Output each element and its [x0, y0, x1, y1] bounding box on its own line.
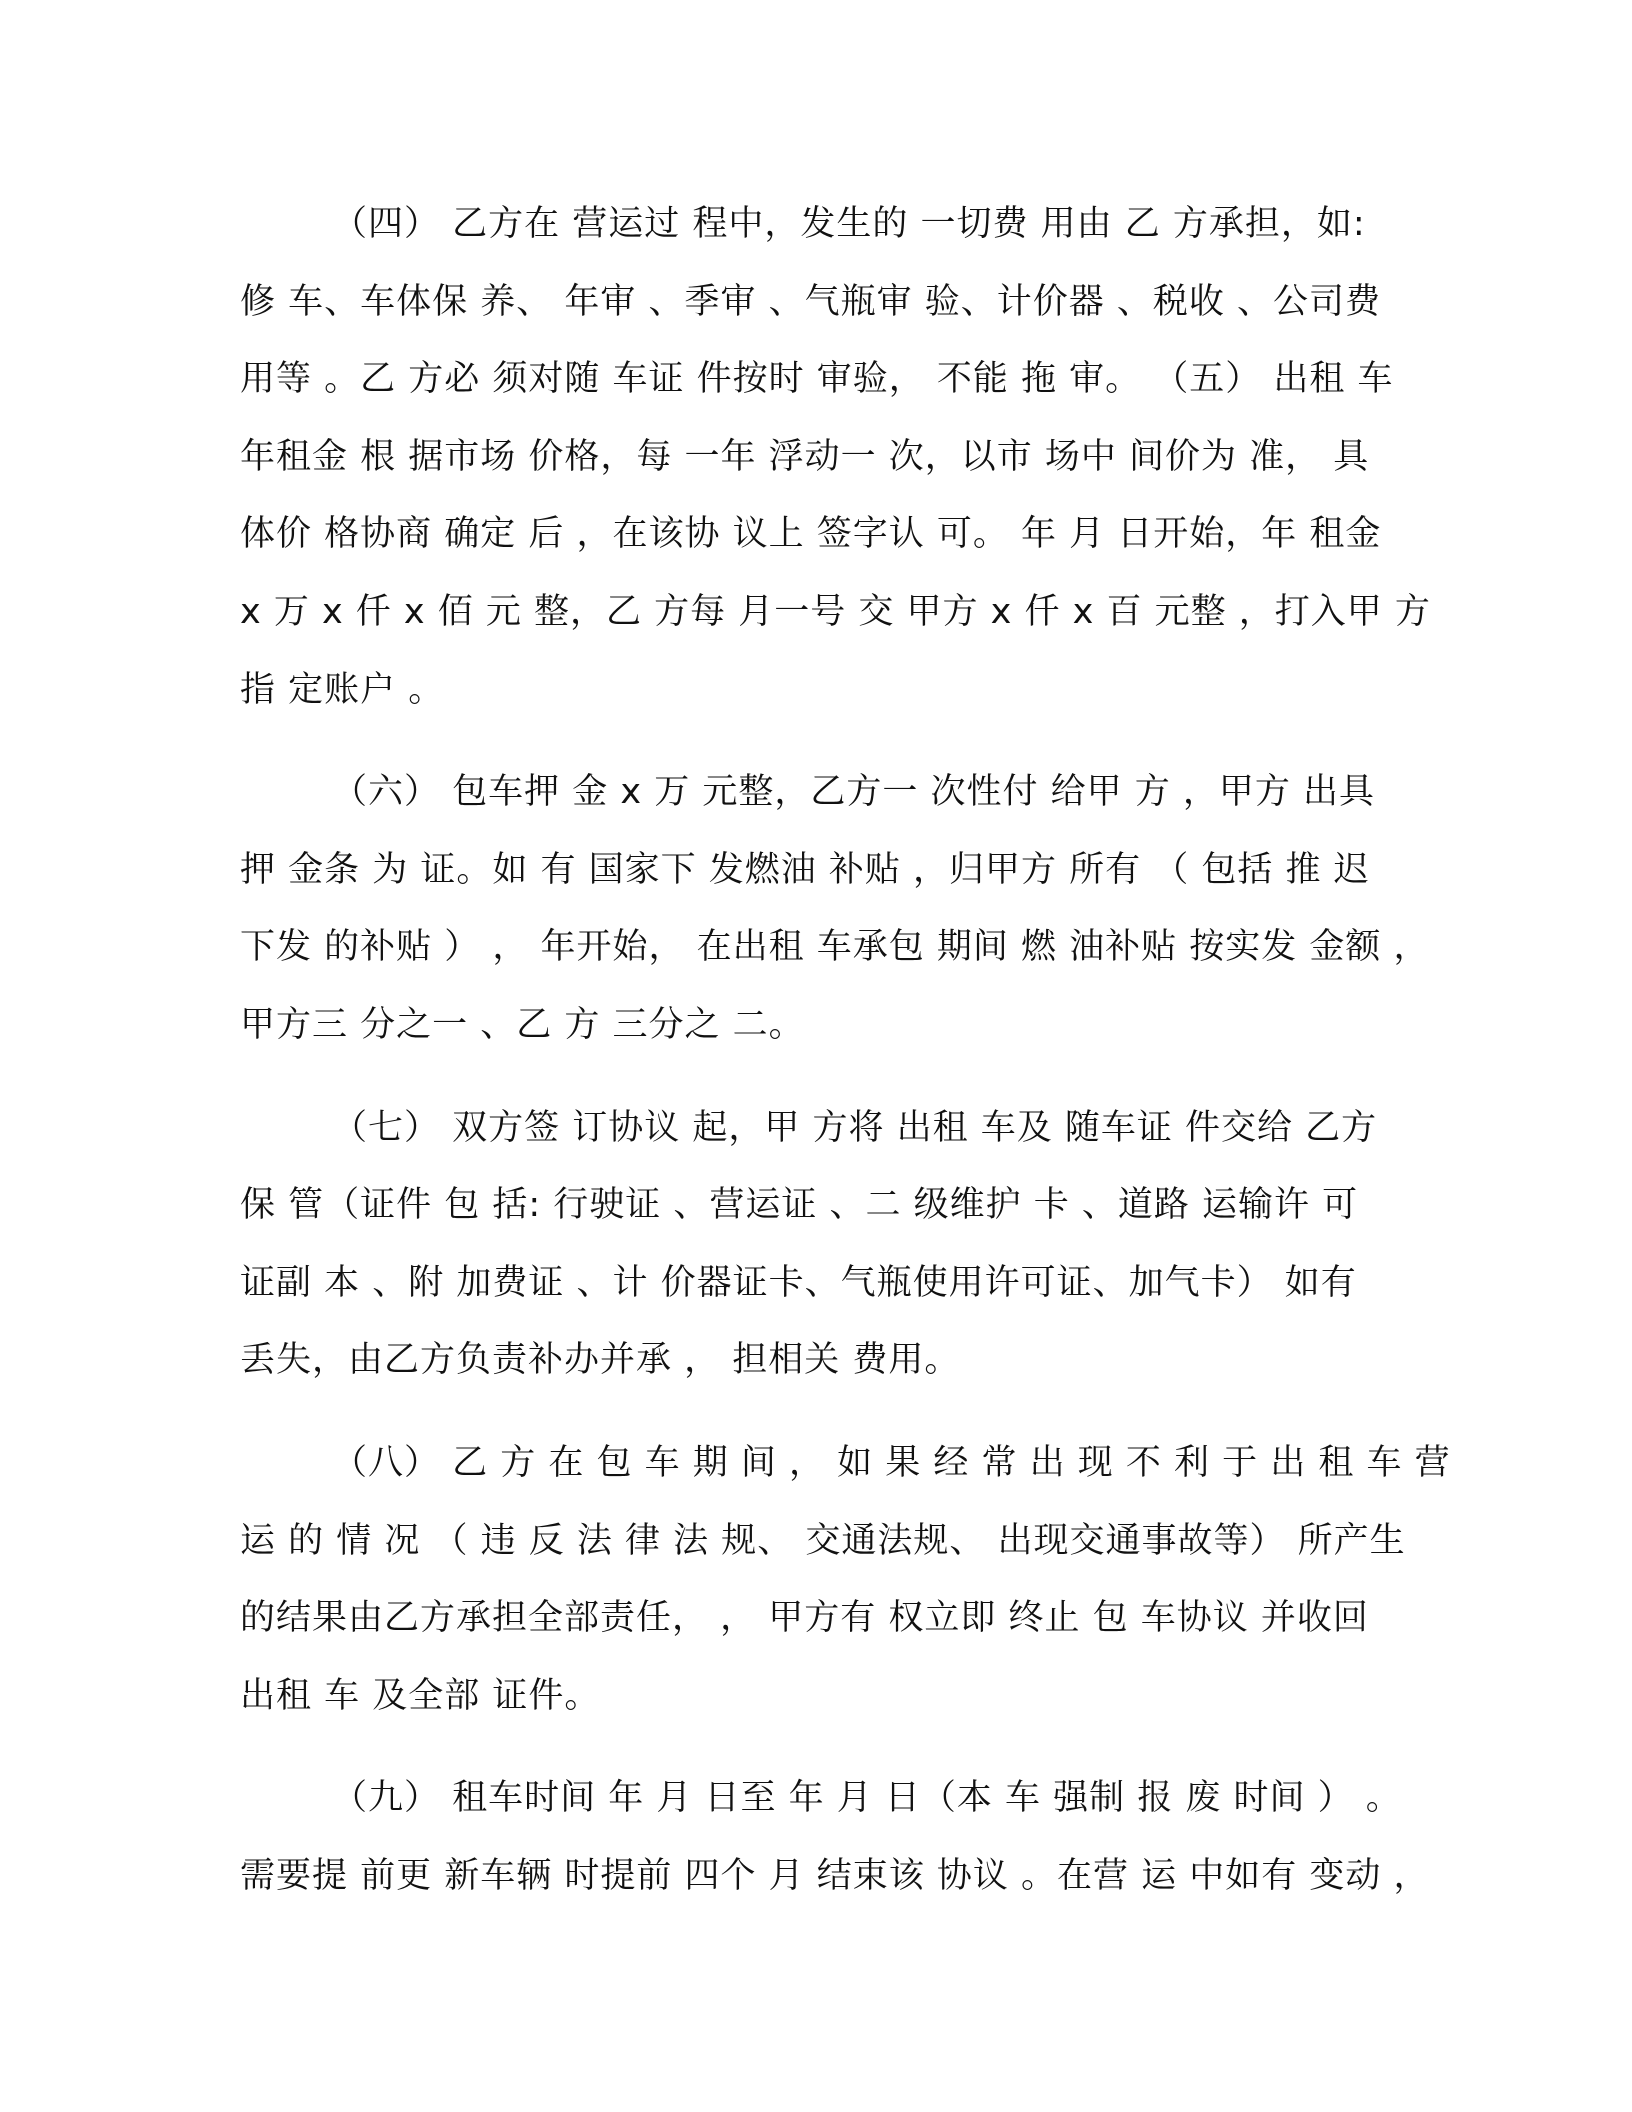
clause-9: [240, 1760, 1430, 1915]
text-line: 保 管（证件 包 括: 行驶证 、营运证 、二 级维护 卡 、道路 运输许 可: [240, 1185, 1359, 1226]
clause-6: [240, 754, 1430, 1064]
text-line: 需要提 前更 新车辆 时提前 四个 月 结束该 协议 。在营 运 中如有 变动 ，: [240, 1855, 1430, 1896]
text-line: x 万 x 仟 x 佰 元 整，乙 方每 月一号 交 甲方 x 仟 x 百 元整 ，打入甲 方: [240, 591, 1431, 632]
text-line: 丢失，由乙方负责补办并承 ， 担相关 费用。: [240, 1340, 961, 1381]
text-line: 证副 本 、附 加费证 、计 价器证卡、气瓶使用许可证、加气卡） 如有: [240, 1262, 1357, 1303]
text-line: （九） 租车时间 年 月 日至 年 月 日（本 车 强制 报 废 时间 ） 。: [332, 1778, 1402, 1819]
text-line: 运 的 情 况 （ 违 反 法 律 法 规、 交通法规、 出现交通事故等） 所产生: [240, 1520, 1406, 1561]
clause-7: [240, 1090, 1410, 1400]
text-line: 用等 。乙 方必 须对随 车证 件按时 审验， 不能 拖 审。 （五） 出租 车: [240, 359, 1394, 400]
text-line: 押 金条 为 证。如 有 国家下 发燃油 补贴 ，归甲方 所有 （ 包括 推 迟: [240, 849, 1370, 890]
text-line: 指 定账户 。: [240, 669, 445, 710]
text-line: 出租 车 及全部 证件。: [240, 1675, 601, 1716]
text-line: （六） 包车押 金 x 万 元整，乙方一 次性付 给甲 方 ，甲方 出具: [332, 772, 1375, 813]
clause-4-5: [240, 186, 1431, 729]
text-line: （八） 乙 方 在 包 车 期 间 ， 如 果 经 常 出 现 不 利 于 出 租 车 营: [332, 1442, 1451, 1483]
text-line: （七） 双方签 订协议 起，甲 方将 出租 车及 随车证 件交给 乙方: [332, 1107, 1378, 1148]
document-body: [240, 186, 1451, 1940]
text-line: 体价 格协商 确定 后 ，在该协 议上 签字认 可。 年 月 日开始，年 租金: [240, 514, 1382, 555]
text-line: 年租金 根 据市场 价格，每 一年 浮动一 次，以市 场中 间价为 准， 具: [240, 436, 1370, 477]
text-line: 甲方三 分之一 、乙 方 三分之 二。: [240, 1004, 805, 1045]
clause-8: [240, 1425, 1451, 1735]
text-line: 的结果由乙方承担全部责任， ， 甲方有 权立即 终止 包 车协议 并收回: [240, 1598, 1369, 1639]
text-line: 下发 的补贴 ） ， 年开始， 在出租 车承包 期间 燃 油补贴 按实发 金额 ，: [240, 927, 1430, 968]
text-line: （四） 乙方在 营运过 程中，发生的 一切费 用由 乙 方承担，如:: [332, 204, 1366, 244]
text-line: 修 车、车体保 养、 年审 、季审 、气瓶审 验、计价器 、税收 、公司费: [240, 281, 1382, 322]
